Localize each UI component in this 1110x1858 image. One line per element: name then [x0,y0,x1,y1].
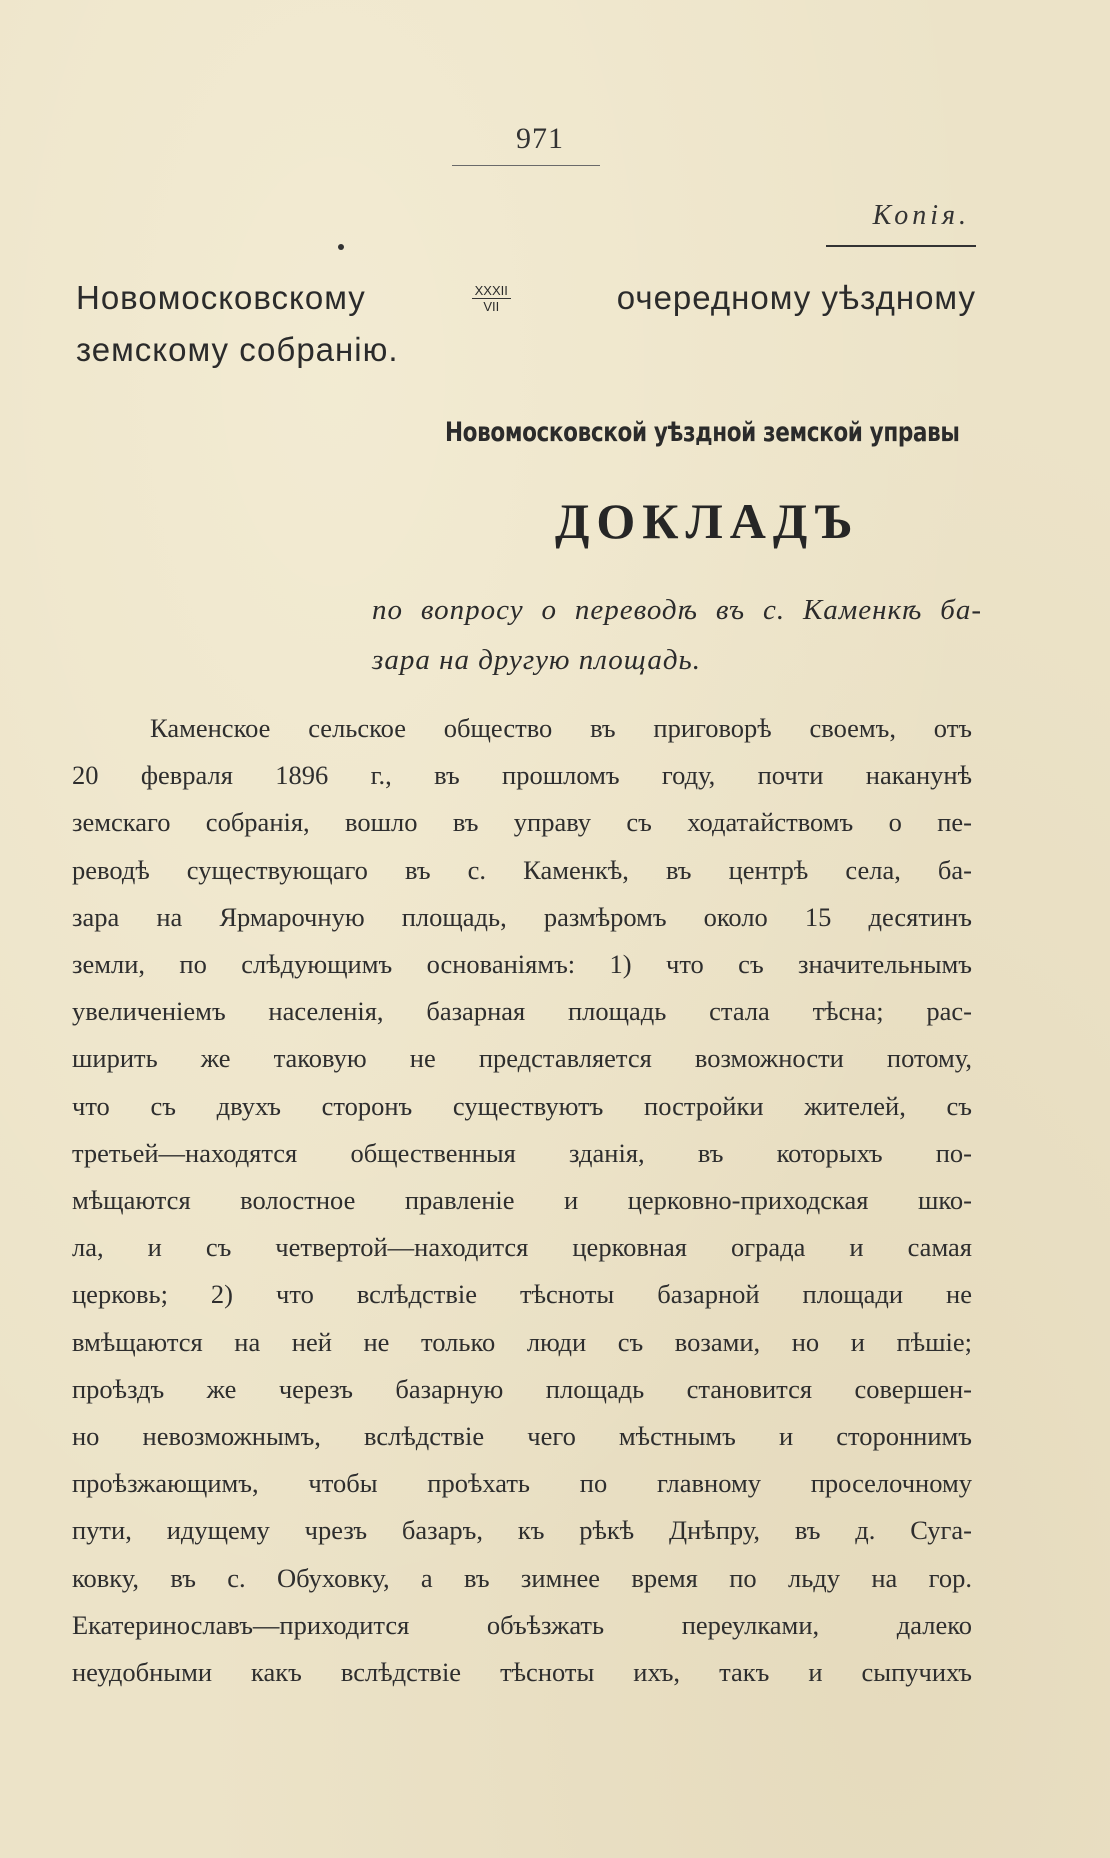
copy-mark: Копія. [872,200,970,231]
body-line: неудобными какъ вслѣдствіе тѣсноты ихъ, такъ и сыпучихъ [72,1657,972,1688]
body-line: Екатеринославъ—приходится объѣзжать переулками, далеко [72,1609,972,1640]
ink-speck [338,244,344,250]
body-line: церковь; 2) что вслѣдствіе тѣсноты базарной площади не [72,1279,972,1310]
subject-line: по вопросу о переводѣ въ с. Каменкѣ ба- [372,594,982,626]
body-line: что съ двухъ сторонъ существуютъ постройки жителей, съ [72,1090,972,1121]
body-line: но невозможнымъ, вслѣдствіе чего мѣстнымъ и стороннимъ [72,1421,972,1452]
addressee-line-2: земскому собранію. [76,331,399,368]
body-line: пути, идущему чрезъ базаръ, къ рѣкѣ Днѣпру, въ д. Суга- [72,1515,972,1546]
body-line: зара на Ярмарочную площадь, размѣромъ около 15 десятинъ [72,901,972,932]
body-line: третьей—находятся общественныя зданія, въ которыхъ по- [72,1137,972,1168]
body-line: 20 февраля 1896 г., въ прошломъ году, почти наканунѣ [72,760,972,791]
body-line: проѣздъ же черезъ базарную площадь становится совершен- [72,1373,972,1404]
fraction-denominator: VII [483,298,500,314]
body-line: увеличеніемъ населенія, базарная площадь стала тѣсна; рас- [72,996,972,1027]
body-line: мѣщаются волостное правленіе и церковно-приходская шко- [72,1185,972,1216]
body-line: ковку, въ с. Обуховку, а въ зимнее время по льду на гор. [72,1562,972,1593]
body-line: ширить же таковую не представляется возможности потому, [72,1043,972,1074]
subject-line: зара на другую площадь. [372,644,701,676]
addressee-before: Новомосковскому [76,279,366,316]
body-text [72,705,972,1696]
fraction-numerator: XXXII [472,283,511,299]
body-line: реводѣ существующаго въ с. Каменкѣ, въ центрѣ села, ба- [72,854,972,885]
body-line: ла, и съ четвертой—находится церковная ограда и самая [72,1232,972,1263]
body-line: вмѣщаются на ней не только люди съ возами, но и пѣшіе; [72,1326,972,1357]
body-line: земли, по слѣдующимъ основаніямъ: 1) что съ значительнымъ [72,949,972,980]
body-line: земскаго собранія, вошло въ управу съ ходатайствомъ о пе- [72,807,972,838]
addressee [76,272,976,376]
addressee-after: очередному уѣздному [616,279,976,316]
subject [372,585,982,685]
body-line: Каменское сельское общество въ приговорѣ своемъ, отъ [150,713,972,743]
session-fraction [472,283,511,314]
authority-heading: Новомосковской уѣздной земской управы [445,417,960,448]
copy-rule [826,245,976,247]
document-title: ДОКЛАДЪ [555,493,860,549]
body-line: проѣзжающимъ, чтобы проѣхать по главному проселочному [72,1468,972,1499]
page-number-rule [452,165,600,166]
addressee-line-1 [76,272,976,324]
page-number: 971 [516,122,564,155]
